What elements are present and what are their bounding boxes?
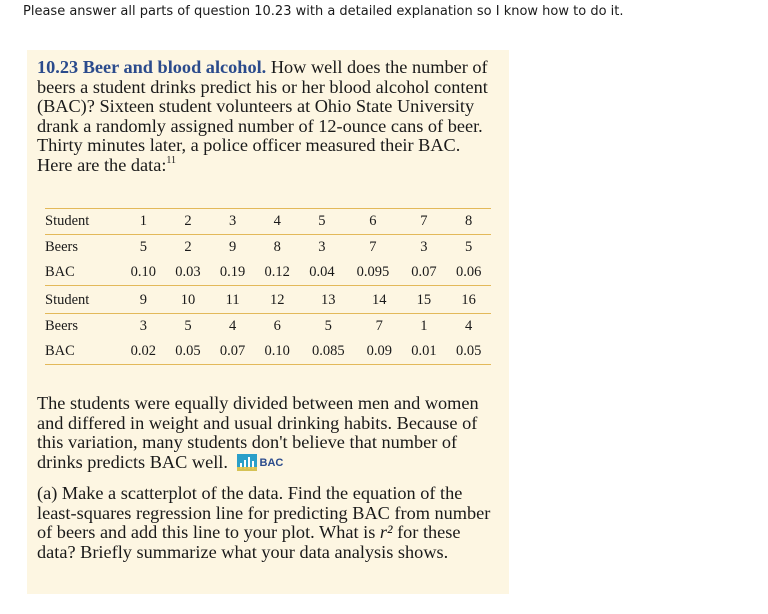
- table-cell: 3: [420, 239, 428, 255]
- problem-number: 10.23: [37, 57, 79, 77]
- question-prompt: Please answer all parts of question 10.23 with a detailed explanation so I know how to do it.: [23, 4, 624, 19]
- table-cell: 4: [465, 318, 473, 334]
- table-row: [45, 235, 491, 261]
- table-cell: 2: [166, 209, 211, 235]
- dataset-badge-label: BAC: [259, 456, 284, 469]
- variation-text: The students were equally divided between men and women and differed in weight and usual drinking habits. Because of this variation, many students don't believe that number of drinks predicts BAC well.: [37, 393, 479, 472]
- table-cell: 6: [344, 209, 401, 235]
- table-cell: 0.12: [264, 264, 290, 280]
- table-cell: 15: [402, 288, 447, 314]
- table-cell: 3: [318, 239, 326, 255]
- part-a-text-before: (a) Make a scatterplot of the data. Find the equation of the least-squares regression line for predicting BAC from number of beers and add this line to your plot. What is: [37, 483, 491, 543]
- table-row: [45, 339, 491, 365]
- table-cell: 0.04: [309, 264, 335, 280]
- table-cell: 0.06: [455, 264, 482, 280]
- row-label: Beers: [45, 318, 79, 334]
- table-cell: 9: [121, 288, 166, 314]
- table-cell: 9: [228, 239, 237, 255]
- problem-intro-text: How well does the number of beers a student drinks predict his or her blood alcohol content (BAC)? Sixteen student volunteers at Ohio State University drank a randomly assigned number of 12-ounce cans of beer. Thirty minutes later, a police officer measured their BAC. Here are the data:: [37, 57, 488, 175]
- table-cell: 13: [300, 288, 357, 314]
- table-cell: 3: [210, 209, 255, 235]
- table-cell: 0.19: [219, 264, 246, 280]
- dataset-chart-icon: [237, 454, 257, 471]
- table-cell: 7: [369, 239, 377, 255]
- table-cell: 5: [465, 239, 473, 255]
- table-cell: 0.02: [130, 343, 156, 359]
- table-cell: 0.10: [264, 343, 290, 359]
- row-label: BAC: [45, 264, 75, 280]
- table-cell: 7: [375, 318, 383, 334]
- part-a: [37, 484, 499, 562]
- table-cell: 12: [255, 288, 300, 314]
- data-table-students-9-16: [45, 288, 491, 365]
- table-cell: 7: [402, 209, 447, 235]
- table-cell: 8: [446, 209, 491, 235]
- table-cell: 16: [446, 288, 491, 314]
- footnote-marker: 11: [166, 154, 177, 166]
- table-row: [45, 314, 491, 340]
- table-cell: 0.03: [175, 264, 201, 280]
- table-cell: 0.095: [356, 264, 390, 280]
- table-cell: 0.05: [175, 343, 201, 359]
- table-cell: 3: [139, 318, 147, 334]
- table-cell: 14: [357, 288, 402, 314]
- row-label: Student: [45, 288, 121, 314]
- table-cell: 5: [139, 239, 147, 255]
- table-cell: 0.07: [219, 343, 246, 359]
- row-label: Beers: [45, 239, 79, 255]
- part-a-text-after: for these data? Briefly summarize what your data analysis shows.: [37, 522, 461, 562]
- table-cell: 5: [324, 318, 332, 334]
- textbook-excerpt: [27, 50, 509, 594]
- table-row: [45, 260, 491, 286]
- r-squared-symbol: r²: [379, 522, 393, 543]
- problem-title: Beer and blood alcohol.: [82, 57, 267, 77]
- table-cell: 0.085: [311, 343, 345, 359]
- table-cell: 11: [210, 288, 255, 314]
- table-cell: 2: [184, 239, 192, 255]
- data-table-students-1-8: [45, 208, 491, 286]
- table-cell: 8: [273, 239, 281, 255]
- table-cell: 0.01: [411, 343, 437, 359]
- table-cell: 1: [420, 318, 428, 334]
- variation-paragraph: [37, 394, 499, 473]
- table-cell: 0.07: [411, 264, 437, 280]
- table-row: [45, 209, 491, 235]
- table-cell: 5: [300, 209, 345, 235]
- problem-intro: [37, 58, 499, 176]
- table-cell: 10: [166, 288, 211, 314]
- row-label: Student: [45, 209, 121, 235]
- table-cell: 6: [273, 318, 281, 334]
- dataset-badge[interactable]: [237, 454, 284, 474]
- table-cell: 0.10: [130, 264, 156, 280]
- table-cell: 4: [255, 209, 300, 235]
- table-cell: 4: [228, 318, 237, 334]
- table-cell: 0.05: [455, 343, 482, 359]
- table-cell: 5: [184, 318, 192, 334]
- table-row: [45, 288, 491, 314]
- table-cell: 1: [121, 209, 166, 235]
- row-label: BAC: [45, 343, 75, 359]
- table-cell: 0.09: [366, 343, 392, 359]
